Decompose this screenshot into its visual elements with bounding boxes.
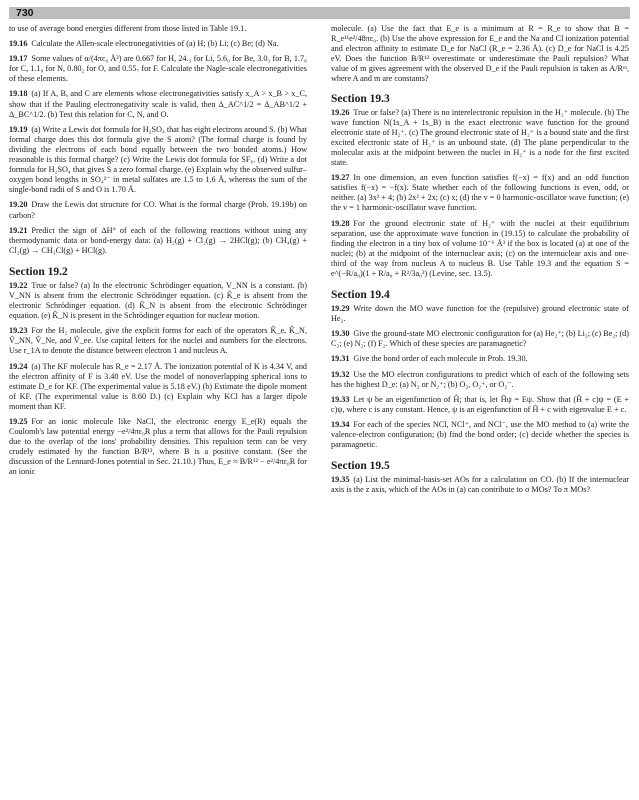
page-header-bar: [9, 7, 630, 19]
paragraph: [331, 24, 629, 85]
problem-number: 19.29: [331, 304, 350, 314]
problem-text: (a) The KF molecule has R_e = 2.17 Å. The ionization potential of K is 4.34 V, and the electron affinity of F is 3.40 eV. Use the model of nonoverlapping spherical ions to estimate D_e for KF. (The experimental value is 5.18 eV.) (b) Estimate the dipole moment of KF. (The experimental value is 8.60 D.) (c) Explain why KCl has a larger dipole moment than KF.: [9, 361, 307, 411]
problem: [331, 475, 629, 495]
problem: [9, 125, 307, 196]
problem: [9, 89, 307, 119]
problem-number: 19.17: [9, 54, 28, 64]
problem-number: 19.19: [9, 124, 28, 134]
problem: [9, 54, 307, 84]
problem-number: 19.21: [9, 225, 28, 235]
problem-number: 19.18: [9, 89, 28, 99]
problem-number: 19.26: [331, 107, 350, 117]
problem: [9, 226, 307, 256]
problem-number: 19.35: [331, 475, 350, 485]
problem-text: Use the MO electron configurations to predict which of each of the following sets has the highest D_e: (a) N₂ or N₂⁺; (b) O₂, O₂⁺, or O₂⁻.: [331, 369, 629, 389]
right-column: [331, 24, 629, 500]
problem: [331, 304, 629, 324]
problem: [331, 219, 629, 280]
problem-number: 19.30: [331, 329, 350, 339]
problem-text: (a) If A, B, and C are elements whose electronegativities satisfy x_A > x_B > x_C, show that if the Pauling electronegativity scale is valid, then Δ_AC^1/2 = Δ_AB^1/2 + Δ_BC^1/2. (b) Test this relation for C, N, and O.: [9, 89, 307, 119]
section-heading: Section 19.5: [331, 460, 390, 473]
problem: [331, 395, 629, 415]
problem-text: Draw the Lewis dot structure for CO. What is the formal charge (Prob. 19.19b) on carbon?: [9, 200, 307, 220]
problem-text: For the H₂ molecule, give the explicit forms for each of the operators K̂_e, K̂_N, V̂_NN, V̂_Ne, and V̂_ee. Use capital letters for the nuclei and numbers for the electrons. Use r_1A to denote the distance between electron 1 and nucleus A.: [9, 326, 307, 356]
problem-number: 19.22: [9, 280, 28, 290]
problem-text: (a) Write a Lewis dot formula for H₂SO₄ that has eight electrons around S. (b) What formal charge does this dot formula give the S atom? (The formal charge is found by dividing the electrons of each bond equally between the two bonded atoms.) How reasonable is this formal charge? (c) Write the Lewis dot formula for SF₆. (d) Write a dot formula for H₂SO₄ that gives S a zero formal charge. (e) Explain why the observed sulfur–oxygen bond lengths in SO₄²⁻ in metal sulfates are 1.5 to 1.6 Å, whereas the sum of the single-bond radii of S and O is 1.70 Å.: [9, 124, 307, 195]
problem-number: 19.34: [331, 419, 350, 429]
problem-text: Some values of α/(4πε₀ Å³) are 0.667 for H, 24.₃ for Li, 5.6₀ for Be, 3.0₃ for B, 1.7₆ for C, 1.1₀ for N, 0.80₂ for O, and 0.55₇ for F. Calculate the Nagle-scale electronegativities of these elements.: [9, 54, 307, 84]
problem-text: True or false? (a) In the electronic Schrödinger equation, V_NN is a constant. (b) V_NN is absent from the electronic Schrödinger equation. (c) K̂_e is absent from the electronic Schrödinger equation. (d) K̂_N is absent from the electronic Schrödinger equation. (e) K̂_N is present in the Schrödinger equation for nuclear motion.: [9, 280, 307, 321]
problem-number: 19.32: [331, 369, 350, 379]
problem-text: (a) List the minimal-basis-set AOs for a calculation on CO. (b) If the internuclear axis is the z axis, which of the AOs in (a) can contribute to σ MOs? To π MOs?: [331, 475, 629, 495]
problem-text: For the ground electronic state of H₂⁺ with the nuclei at their equilibrium separation, use the approximate wave function in (19.15) to calculate the probability of finding the electron in a tiny box of volume 10⁻⁶ Å³ if the box is located (a) at one of the nuclei; (b) at the midpoint of the internuclear axis; (c) on the internuclear axis and one-third of the way from nucleus A to nucleus B. Use Table 19.3 and the equation S = e^(−R/a₀)(1 + R/a₀ + R²/3a₀²) (Levine, sec. 13.5).: [331, 218, 629, 278]
problem-text: For each of the species NCl, NCl⁺, and NCl⁻, use the MO method to (a) write the valence-electron configuration; (b) find the bond order; (c) decide whether the species is paramagnetic.: [331, 419, 629, 450]
problem: [9, 417, 307, 478]
problem-number: 19.24: [9, 361, 28, 371]
problem-text: Write down the MO wave function for the (repulsive) ground electronic state of He₂.: [331, 304, 629, 324]
problem: [331, 354, 629, 364]
problem: [9, 39, 307, 49]
problem: [331, 370, 629, 390]
section-heading: Section 19.4: [331, 289, 390, 302]
problem: [331, 420, 629, 450]
problem: [331, 108, 629, 169]
problem: [9, 200, 307, 220]
problem-number: 19.25: [9, 417, 28, 426]
problem-text: Calculate the Allen-scale electronegativities of (a) H; (b) Li; (c) Be; (d) Na.: [31, 39, 279, 49]
section-heading: Section 19.2: [9, 265, 68, 278]
problem: [331, 173, 629, 213]
paragraph: [9, 24, 307, 34]
left-column: [9, 24, 307, 483]
problem-text: In one dimension, an even function satisfies f(−x) = f(x) and an odd function satisfies f(−x) = −f(x). State whether each of the following functions is even, odd, or neither. (a) 3x² + 4; (b) 2x² + 2x; (c) x; (d) the v = 0 harmonic-oscillator wave function; (e) the v = 1 harmonic-oscillator wave function.: [331, 173, 629, 213]
problem-text: Predict the sign of ΔH° of each of the following reactions without using any thermodynamic data or bond-energy data: (a) H₂(g) + Cl₂(g) → 2HCl(g); (b) CH₄(g) + Cl₂(g) → CH₃Cl(g) + HCl(g).: [9, 225, 307, 255]
problem-text: to use of average bond energies different from those listed in Table 19.1.: [9, 24, 247, 33]
problem-number: 19.33: [331, 394, 350, 404]
problem-text: Give the bond order of each molecule in Prob. 19.30.: [353, 354, 528, 364]
problem-text: Give the ground-state MO electronic configuration for (a) He₂⁺; (b) Li₂; (c) Be₂; (d) C₂; (e) N₂; (f) F₂. Which of these species are paramagnetic?: [331, 329, 629, 349]
problem-text: True or false? (a) There is no interelectronic repulsion in the H₂⁺ molecule. (b) The wave function N(1s_A + 1s_B) is the exact electronic wave function for the ground electronic state of H₂⁺. (c) The ground electronic state of H₂⁺ is a bound state and the first excited electronic state of H₂⁺ is an unbound state. (d) The plane perpendicular to the molecular axis at the midpoint between the nuclei in H₂⁺ is a node for the first excited state.: [331, 107, 629, 168]
problem-text: Let ψ be an eigenfunction of Ĥ; that is, let Ĥψ = Eψ. Show that (Ĥ + c)ψ = (E + c)ψ, where c is any constant. Hence, ψ is an eigenfunction of Ĥ + c with eigenvalue E + c.: [331, 394, 629, 414]
problem-number: 19.27: [331, 173, 350, 183]
problem: [331, 329, 629, 349]
problem: [9, 326, 307, 356]
problem-number: 19.23: [9, 326, 28, 336]
problem: [9, 362, 307, 412]
problem-number: 19.20: [9, 200, 28, 210]
problem-text: For an ionic molecule like NaCl, the electronic energy E_e(R) equals the Coulomb's law potential energy −e²/4πε₀R plus a term that allows for the Pauli repulsion due to the overlap of the ions' probability densities. This repulsion term can be very crudely estimated by the function B/R¹², where B is a positive constant. (See the discussion of the Lennard-Jones potential in Sec. 21.10.) Thus, E_e ≈ B/R¹² − e²/4πε₀R for an ionic: [9, 417, 307, 477]
problem-text: molecule. (a) Use the fact that E_e is a minimum at R = R_e to show that B = R_e¹¹e²/48πε₀. (b) Use the above expression for E_e and the Na and Cl ionization potential and electron affinity to estimate D_e for NaCl (R_e = 2.36 Å). (c) D_e for NaCl is 4.25 eV. Does the function B/R¹² overestimate or underestimate the Pauli repulsion? What value of m gives agreement with the observed D_e if the Pauli repulsion is taken as A/Rᵐ, where A and m are constants?: [331, 24, 629, 84]
section-heading: Section 19.3: [331, 92, 390, 105]
page-number: 730: [16, 7, 34, 19]
problem-number: 19.31: [331, 354, 350, 364]
problem-number: 19.16: [9, 39, 28, 49]
problem-number: 19.28: [331, 218, 350, 228]
problem: [9, 281, 307, 321]
